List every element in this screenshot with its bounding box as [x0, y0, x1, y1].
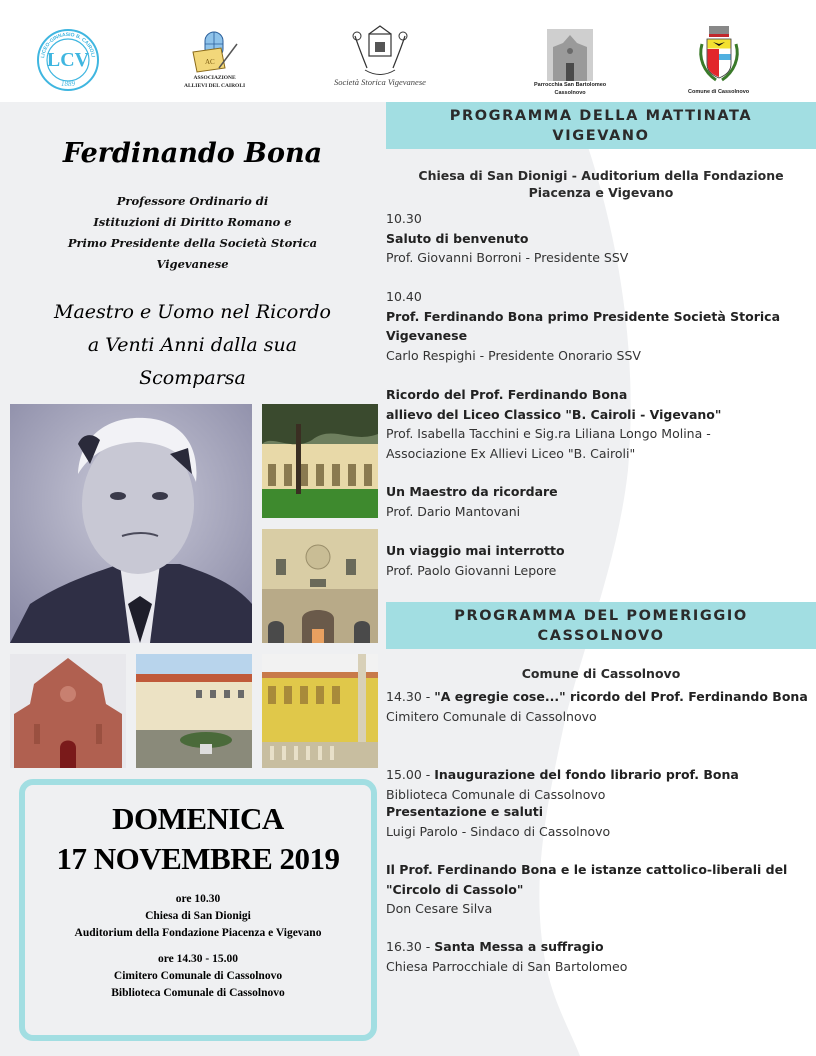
liceo-cairoli-logo: [36, 28, 100, 92]
program-item: [386, 482, 816, 521]
liceo-ring-text: LICEO-GINNASIO B. CAIROLI: [40, 31, 96, 59]
program-item: [386, 937, 816, 976]
program-item: [386, 541, 816, 580]
item-title: "A egregie cose..." ricordo del Prof. Ferdinando Bona: [434, 689, 808, 704]
event-date: 17 NOVEMBRE 2019: [56, 841, 340, 876]
tagline-line: Maestro e Uomo nel Ricordo: [54, 301, 331, 323]
program-item: [386, 802, 816, 841]
program-item: [386, 385, 816, 463]
associazione-caption-1: ASSOCIAZIONE: [193, 75, 236, 81]
university-cloister-photo: [262, 654, 378, 768]
afternoon-time: ore 14.30 - 15.00: [158, 953, 238, 965]
item-title: Un Maestro da ricordare: [386, 484, 558, 499]
program-item: [386, 687, 816, 726]
liceo-courtyard-photo: [262, 404, 378, 518]
item-title: allievo del Liceo Classico "B. Cairoli - Vigevano": [386, 406, 722, 422]
item-place: Don Cesare Silva: [386, 901, 493, 916]
societa-storica-logo: [334, 24, 426, 86]
item-speaker: Prof. Dario Mantovani: [386, 503, 521, 519]
subtitle: [0, 191, 385, 275]
item-title: Santa Messa a suffragio: [434, 939, 604, 954]
church-photo-icon: [547, 29, 593, 81]
item-place: Cimitero Comunale di Cassolnovo: [386, 708, 597, 724]
afternoon-banner-line2: CASSOLNOVO: [537, 628, 665, 644]
comune-caption: Comune di Cassolnovo: [688, 89, 750, 95]
morning-venue: [386, 167, 816, 201]
societa-storica-caption: Società Storica Vigevanese: [334, 77, 426, 87]
item-place: Luigi Parolo - Sindaco di Cassolnovo: [386, 823, 611, 839]
item-speaker: Prof. Giovanni Borroni - Presidente SSV: [386, 250, 629, 265]
comune-crest-icon: [694, 24, 744, 86]
subtitle-line: Primo Presidente della Società Storica: [67, 236, 318, 250]
parrocchia-caption-2: Cassolnovo: [554, 90, 586, 96]
item-title: Vigevanese: [386, 328, 468, 343]
item-title: Saluto di benvenuto: [386, 230, 529, 246]
item-time: 16.30 -: [386, 939, 435, 954]
church-photo: [10, 654, 126, 768]
subtitle-line: Istituzioni di Diritto Romano e: [93, 215, 292, 229]
item-title: Prof. Ferdinando Bona primo Presidente Società Storica: [386, 308, 781, 324]
event-day: DOMENICA: [112, 801, 284, 836]
afternoon-banner-line1: PROGRAMMA DEL POMERIGGIO: [454, 608, 748, 624]
tagline-line: a Venti Anni dalla sua: [87, 334, 298, 356]
item-speaker: Carlo Respighi - Presidente Onorario SSV: [386, 347, 641, 363]
afternoon-program-banner: [386, 602, 816, 649]
item-time: 14.30 -: [386, 689, 435, 704]
afternoon-venue: Comune di Cassolnovo: [521, 666, 681, 681]
morning-venue: Auditorium della Fondazione Piacenza e Vigevano: [74, 927, 322, 939]
svg-text:AC: AC: [204, 58, 215, 66]
item-speaker: Associazione Ex Allievi Liceo "B. Cairoli": [386, 445, 636, 461]
item-speaker: Prof. Paolo Giovanni Lepore: [386, 562, 557, 578]
comune-logo: [688, 24, 749, 96]
morning-time: ore 10.30: [175, 893, 221, 905]
item-time: 10.30: [386, 211, 422, 226]
date-box: [19, 779, 377, 1041]
liceo-year: 1889: [61, 80, 75, 88]
parrocchia-logo: [534, 29, 606, 97]
item-place: Biblioteca Comunale di Cassolnovo: [386, 786, 606, 802]
morning-venue-line2: Piacenza e Vigevano: [528, 185, 674, 200]
item-speaker: Prof. Isabella Tacchini e Sig.ra Liliana Longo Molina -: [386, 426, 711, 441]
associazione-allievi-logo: [184, 30, 245, 90]
item-title: Il Prof. Ferdinando Bona e le istanze cattolico-liberali del: [386, 862, 788, 877]
program-item: [386, 287, 816, 365]
morning-venue-line1: Chiesa di San Dionigi - Auditorium della Fondazione: [418, 168, 784, 183]
morning-place: Chiesa di San Dionigi: [145, 910, 251, 922]
item-title: Presentazione e saluti: [386, 804, 544, 819]
item-title: Un viaggio mai interrotto: [386, 543, 565, 558]
item-title: Ricordo del Prof. Ferdinando Bona: [386, 387, 628, 402]
morning-banner-line1: PROGRAMMA DELLA MATTINATA: [449, 108, 753, 124]
coat-of-arms-icon: [345, 24, 415, 78]
liceo-seal-icon: [36, 28, 100, 92]
parrocchia-caption-1: Parrocchia San Bartolomeo: [534, 82, 607, 88]
afternoon-place: Cimitero Comunale di Cassolnovo: [113, 970, 283, 982]
item-time: 15.00 -: [386, 767, 435, 782]
palazzo-facade-photo: [262, 529, 378, 643]
afternoon-venue: Biblioteca Comunale di Cassolnovo: [111, 987, 285, 999]
liceo-monogram: LCV: [46, 49, 90, 71]
program-item: [386, 860, 816, 919]
item-place: Chiesa Parrocchiale di San Bartolomeo: [386, 958, 628, 974]
portrait-photo: [10, 404, 252, 643]
program-item: [386, 765, 816, 804]
program-item: [386, 209, 816, 268]
subtitle-line: Vigevanese: [156, 257, 229, 271]
item-time: 10.40: [386, 289, 422, 304]
morning-program-banner: [386, 102, 816, 149]
tagline: [0, 296, 385, 395]
subtitle-line: Professore Ordinario di: [116, 194, 269, 208]
morning-banner-line2: VIGEVANO: [552, 128, 650, 144]
scroll-quill-icon: [185, 30, 245, 74]
logo-header: [0, 0, 816, 102]
school-courtyard-photo: [136, 654, 252, 768]
item-title: Inaugurazione del fondo librario prof. Bona: [434, 767, 739, 782]
tagline-line: Scomparsa: [139, 367, 246, 389]
associazione-caption-2: ALLIEVI DEL CAIROLI: [184, 83, 246, 89]
item-title: "Circolo di Cassolo": [386, 881, 524, 897]
page-title: Ferdinando Bona: [62, 138, 323, 169]
